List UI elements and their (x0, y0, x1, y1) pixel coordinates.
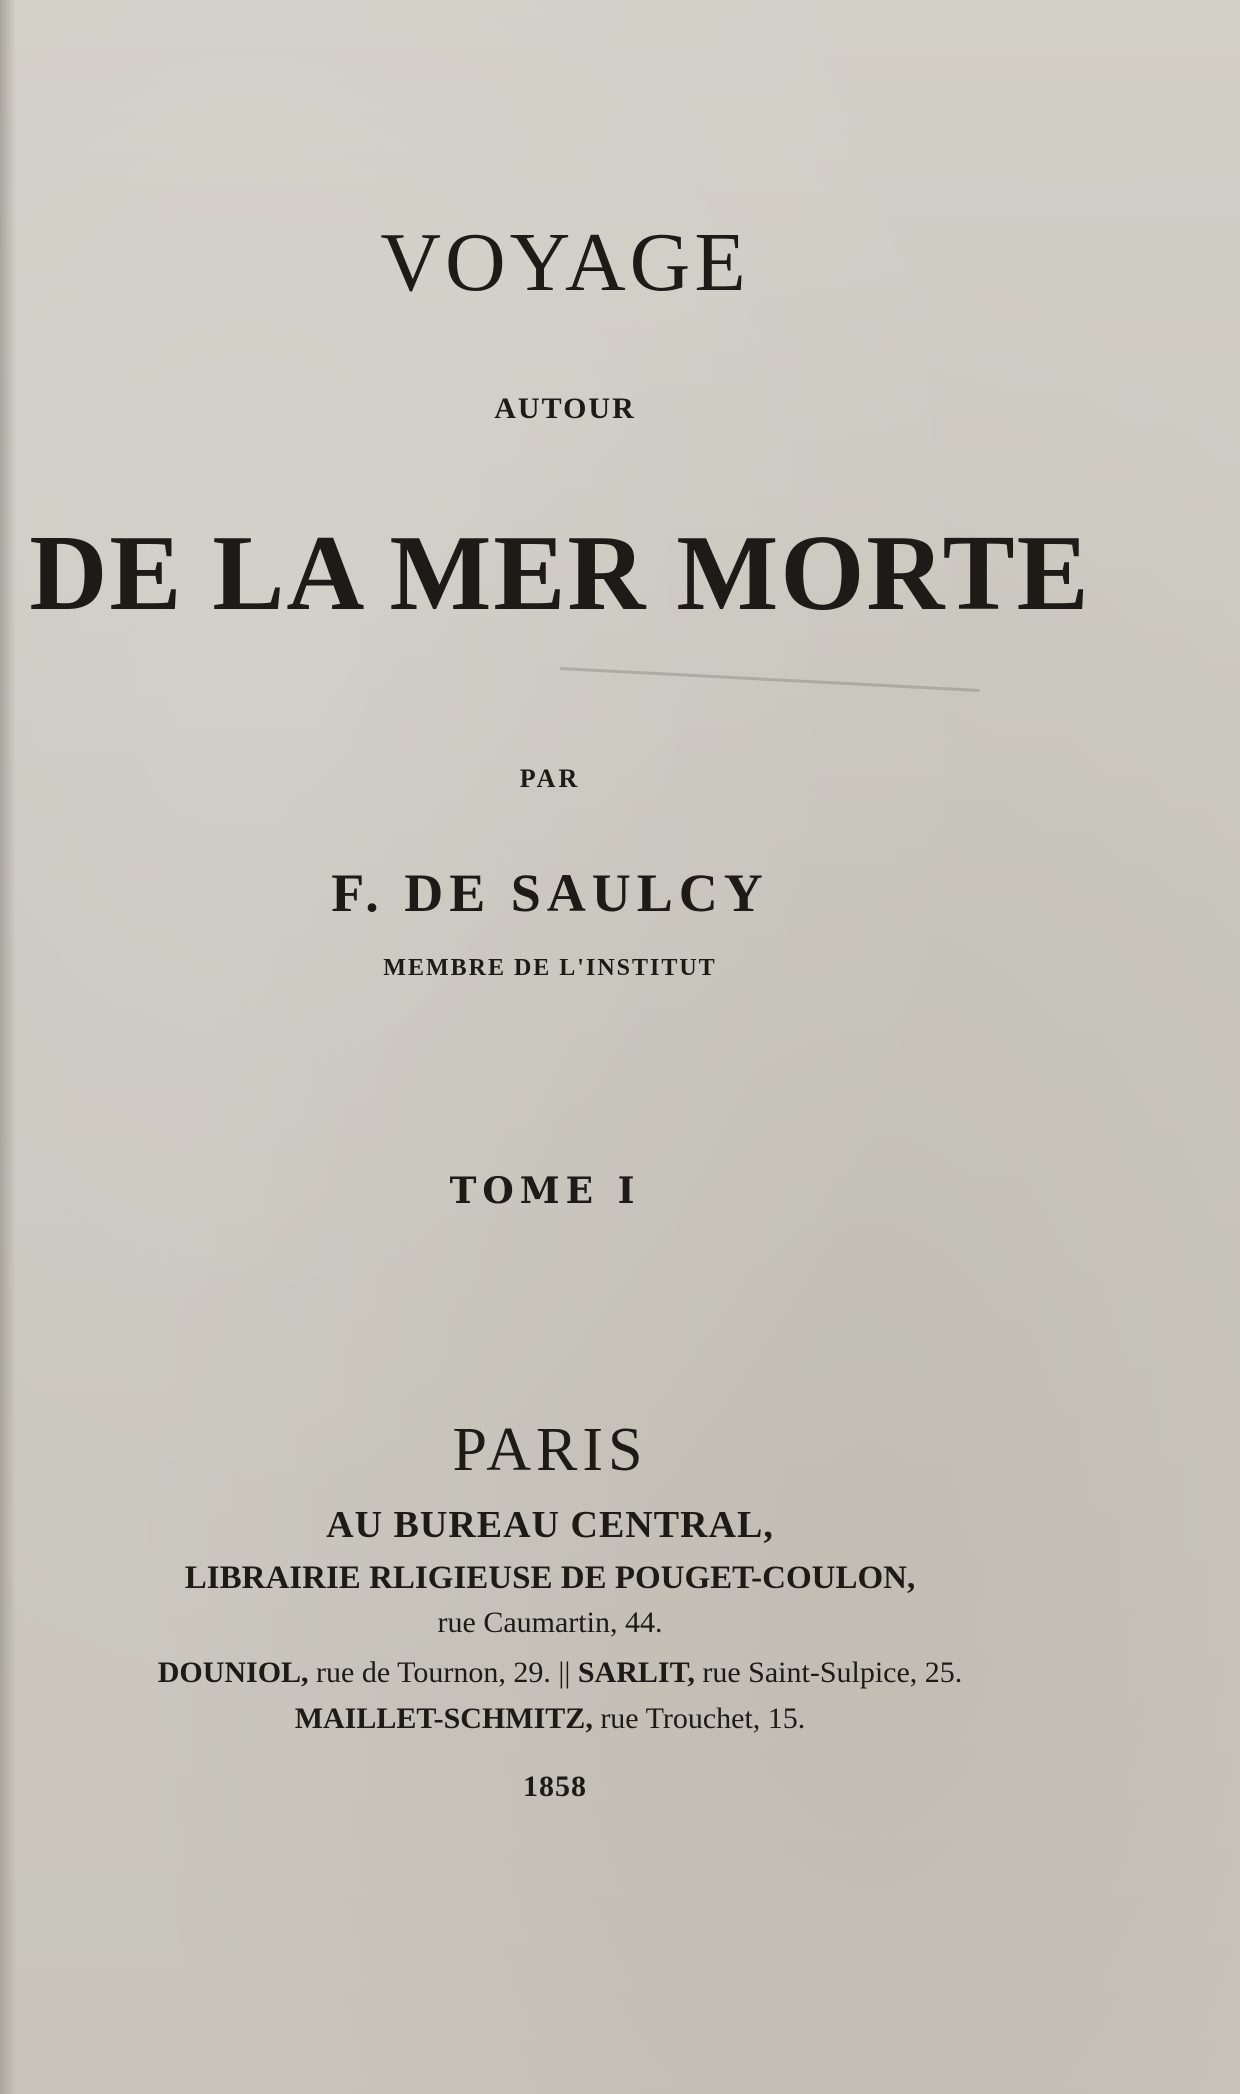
title-line-main: DE LA MER MORTE (29, 514, 1091, 633)
publisher-city: PARIS (452, 1416, 648, 1484)
publication-year: 1858 (523, 1770, 587, 1803)
seller-maillet: MAILLET-SCHMITZ, (294, 1702, 593, 1735)
seller-maillet-address: rue Trouchet, 15. (600, 1702, 806, 1735)
bookseller-maillet-line (0, 1702, 1100, 1736)
seller-sarlit: SARLIT, (577, 1656, 695, 1689)
paper-fold (560, 667, 980, 692)
author-affiliation: MEMBRE DE L'INSTITUT (383, 955, 717, 981)
title-line-autour: AUTOUR (494, 392, 636, 425)
seller-douniol: DOUNIOL, (157, 1656, 309, 1689)
author-name: F. DE SAULCY (331, 863, 769, 923)
publisher-librairie: LIBRAIRIE RLIGIEUSE DE POUGET-COULON, (184, 1560, 916, 1596)
volume-label: TOME I (449, 1170, 641, 1212)
publisher-office: AU BUREAU CENTRAL, (326, 1504, 774, 1546)
seller-douniol-address: rue de Tournon, 29. (316, 1656, 551, 1689)
seller-sarlit-address: rue Saint-Sulpice, 25. (702, 1656, 963, 1689)
seller-separator: || (558, 1656, 571, 1689)
title-line-voyage: VOYAGE (380, 216, 750, 309)
author-by: PAR (519, 764, 581, 793)
publisher-librairie-address: rue Caumartin, 44. (437, 1606, 663, 1639)
booksellers-line (0, 1656, 1120, 1690)
